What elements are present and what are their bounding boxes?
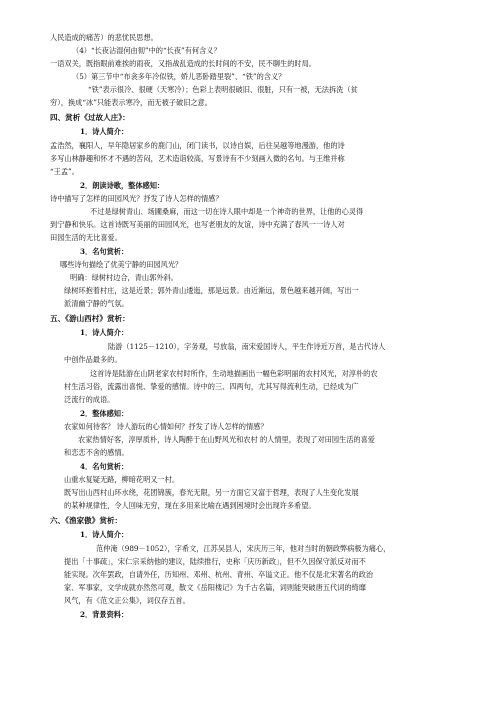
text-line: 能实现。次年罢政，自请外任，历知州、邓州、杭州、青州、卒谥文正。他不仅是北宋著名的政治 [64,570,374,579]
text-line: 哪些诗句描绘了优美宁静的田园风光？ [60,260,183,269]
text-line: 中创作品最多的。 [64,355,122,364]
text-line: 农家如何待客？ 诗人游玩的心情如何？抒发了诗人怎样的情感？ [64,422,268,431]
section-heading: 六、《渔家傲》赏析： [50,516,123,525]
text-line: 家、军事家，文学成就亦然然可观，散文《岳阳楼记》为千古名篇，词则能突破唐五代词的绮靡 [64,583,366,592]
text-line: 到宁静和快乐。这首诗既写美丽的田园风光，也写老朋友的友谊，诗中充满了春风一一诗人对 [50,220,345,229]
text-line: 人民造成的痛苦）的悲忧民思想。 [50,33,158,42]
text-line: 不过是绿树青山、场圃桑麻，而这一切在诗人眼中却是一个神奇的世界，让他的心灵得 [90,207,364,216]
text-line: 诗中描写了怎样的田园风光？抒发了诗人怎样的情感？ [50,194,223,203]
sub-heading: 4．名句赏析： [80,462,129,471]
text-line: 范仲淹（989－1052），字希文，江苏吴县人，宋庆历三年，他对当时的朝政弊病极为痛心， [96,544,391,553]
text-line: 风气，有《范文正公集》，词仅存五首。 [64,596,190,605]
sub-heading: 2．朗读诗歌，整体感知： [80,181,165,190]
text-line: 的某种规律性，令人回味无穷，现在多用来比喻在遇到困境时会出现许多希望。 [64,501,316,510]
section-heading: 四、赏析《过故人庄》： [50,113,130,122]
text-line: （4）“长夜沾湿何由彻”中的“长夜”有何含义？ [72,46,221,55]
text-line: 绿树环抱着村庄，这是近景；郭外青山逶迤，那是远景。由近渐远，景色越来越开阔，写出一 [64,286,359,295]
text-line: 村生活习俗，流露出喜悦、挚爱的感情。诗中的三、四两句，尤其写得流利生动，已经成为广 [64,382,359,391]
text-line: 孟浩然，襄阳人，早年隐居家乡的鹿门山，闭门读书，以诗自娱，后往吴越等地漫游，他的诗 [50,141,345,150]
text-line: “王孟”。 [50,167,79,176]
text-line: 田园生活的无比喜爱。 [50,233,122,242]
sub-heading: 1．诗人简介： [80,127,129,136]
text-line: 和恋恋不舍的感情。 [64,448,129,457]
sub-heading: 3．名句赏析： [80,247,129,256]
text-line: （5）第三节中“布衾多年冷似铁，娇儿恶卧踏里裂”、“铁”的含义？ [72,72,286,81]
text-line: 多写山林静趣和怀才不遇的苦闷，艺术造诣较高，写景诗有不少刻画入微的名句。与王维并称 [50,154,345,163]
text-line: 山重水复疑无路，柳暗花明又一村。 [64,475,180,484]
text-line: 既写出山西村山环水绕，花团锦簇，春光无限，另一方面它又富于哲理，表现了人生变化发展 [64,488,359,497]
text-line: 陆游（1125－1210），字务观，号放翁，南宋爱国诗人，平生作诗近万首，是古代诗人 [108,342,386,351]
text-line: 提出「十事疏」，宋仁宗采纳他的建议，陆续推行，史称「庆历新政」，但不久因保守派反对而不 [64,557,366,566]
sub-heading: 2．背景资料： [80,610,129,619]
sub-heading: 1．诗人简介： [80,328,129,337]
sub-heading: 1．诗人简介： [80,530,129,539]
sub-heading: 2．整体感知： [80,409,129,418]
text-line: 泛流行的成语。 [64,395,115,404]
text-line: 派清幽宁静的气氛。 [64,299,129,308]
section-heading: 五、《游山西村》赏析： [50,314,130,323]
text-line: “铁”表示很冷、很硬（天寒冷）；色彩上表明很破旧、很脏，只有一被，无法拆洗（贫 [88,85,358,94]
text-line: 明确：绿树村边合，青山郭外斜。 [70,273,178,282]
text-line: 一语双关，既指眼前难挨的雨夜，又指战乱造成的长时间的不安，民不聊生的时局。 [50,59,316,68]
text-line: 穷），换成“冰”只能表示寒冷，而无被子破旧之意。 [50,98,212,107]
text-line: 这首诗是陆游在山阴老家农村时所作，生动地描画出一幅色彩明丽的农村风光，对淳朴的农 [90,369,378,378]
text-line: 农家热情好客，淳厚质朴，诗人陶醉于在山野风光和农村 的人情里，表现了对田园生活的喜爱 [78,435,375,444]
